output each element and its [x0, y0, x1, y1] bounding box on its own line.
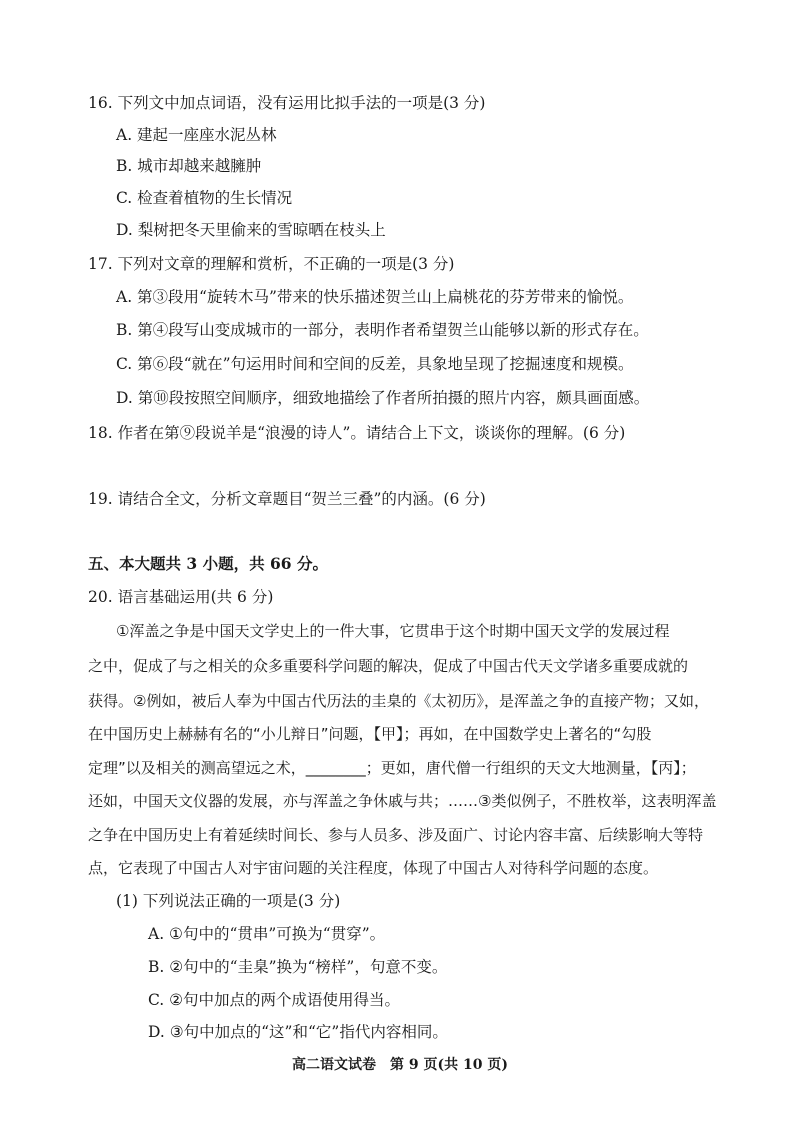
q20-sub1-option-d: D. ③句中加点的“这”和“它”指代内容相同。	[148, 1023, 448, 1041]
q16-option-c: C. 检查着植物的生长情况	[116, 189, 293, 207]
q17-option-a: A. 第③段用“旋转木马”带来的快乐描述贺兰山上扁桃花的芬芳带来的愉悦。	[116, 288, 634, 306]
q18-stem: 18. 作者在第⑨段说羊是“浪漫的诗人”。请结合上下文，谈谈你的理解。(6 分)	[88, 424, 626, 442]
q16-option-a: A. 建起一座座水泥丛林	[116, 126, 277, 144]
q20-sub1-option-c: C. ②句中加点的两个成语使用得当。	[148, 991, 401, 1009]
q20-stem: 20. 语言基础运用(共 6 分)	[88, 588, 274, 606]
q20-sub1-stem: (1) 下列说法正确的一项是(3 分)	[116, 892, 341, 910]
q16-stem: 16. 下列文中加点词语，没有运用比拟手法的一项是(3 分)	[88, 94, 486, 112]
passage-line: 定理”以及相关的测高望远之术，________；更如，唐代僧一行组织的天文大地测量，【丙】；	[88, 759, 696, 777]
passage-line: 点，它表现了中国古人对宇宙问题的关注程度，体现了中国古人对待科学问题的态度。	[88, 859, 659, 877]
passage-line: 之中，促成了与之相关的众多重要科学问题的解决，促成了中国古代天文学诸多重要成就的	[88, 657, 689, 675]
q19-stem: 19. 请结合全文，分析文章题目“贺兰三叠”的内涵。(6 分)	[88, 490, 486, 508]
section-five-title: 五、本大题共 3 小题，共 66 分。	[88, 554, 328, 573]
q17-stem: 17. 下列对文章的理解和赏析，不正确的一项是(3 分)	[88, 255, 455, 273]
q17-option-d: D. 第⑩段按照空间顺序，细致地描绘了作者所拍摄的照片内容，颇具画面感。	[116, 389, 650, 407]
passage-line: ①浑盖之争是中国天文学史上的一件大事，它贯串于这个时期中国天文学的发展过程	[116, 622, 670, 640]
q16-option-d: D. 梨树把冬天里偷来的雪晾晒在枝头上	[116, 221, 386, 239]
page-footer: 高二语文试卷 第 9 页(共 10 页)	[292, 1057, 508, 1073]
passage-line: 在中国历史上赫赫有名的“小儿辩日”问题，【甲】；再如，在中国数学史上著名的“勾股	[88, 725, 652, 743]
q17-option-c: C. 第⑥段“就在”句运用时间和空间的反差，具象地呈现了挖掘速度和规模。	[116, 355, 634, 373]
passage-line: 还如，中国天文仪器的发展，亦与浑盖之争休戚与共；……③类似例子，不胜枚举，这表明浑盖	[88, 792, 717, 810]
passage-line: 之争在中国历史上有着延续时间长、参与人员多、涉及面广、讨论内容丰富、后续影响大等特	[88, 826, 704, 844]
q20-sub1-option-b: B. ②句中的“圭臬”换为“榜样”，句意不变。	[148, 958, 448, 976]
q20-sub1-option-a: A. ①句中的“贯串”可换为“贯穿”。	[148, 925, 386, 943]
q16-option-b: B. 城市却越来越臃肿	[116, 157, 262, 175]
q17-option-b: B. 第④段写山变成城市的一部分，表明作者希望贺兰山能够以新的形式存在。	[116, 321, 649, 339]
passage-line: 获得。②例如，被后人奉为中国古代历法的圭臬的《太初历》，是浑盖之争的直接产物；又如，	[88, 692, 709, 710]
